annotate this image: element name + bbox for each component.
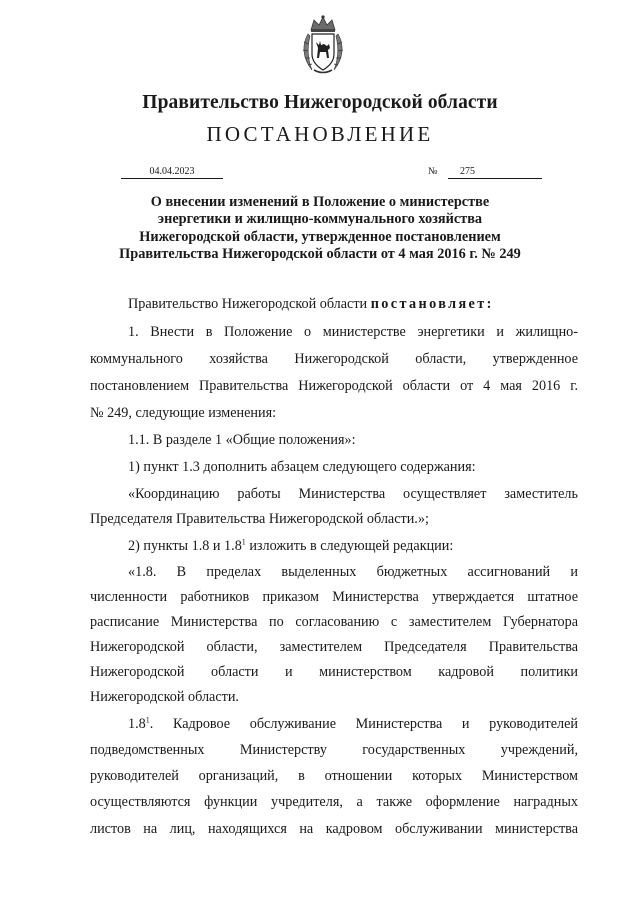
subitem-1: 1) пункт 1.3 дополнить абзацем следующего содержания: (128, 459, 476, 475)
item1-line: 1. Внести в Положение о министерстве энергетики и жилищно- (128, 324, 578, 340)
subitem-2-text: изложить в следующей редакции: (245, 538, 454, 554)
quote1-line: «Координацию работы Министерства осуществляет заместитель (128, 486, 578, 502)
document-date: 04.04.2023 (121, 166, 223, 179)
p181-line: руководителей организаций, в отношении которых Министерством (90, 768, 578, 784)
p18-line: «1.8. В пределах выделенных бюджетных ассигнований и (128, 564, 578, 580)
quote1-line: Председателя Правительства Нижегородской области.»; (90, 511, 429, 527)
subject-line: О внесении изменений в Положение о министерстве (150, 194, 490, 210)
p18-line: Нижегородской области, заместителем Председателя Правительства (90, 639, 578, 655)
subject-line: Нижегородской области, утвержденное постановлением (139, 228, 501, 245)
subitem-2 (90, 537, 578, 556)
p18-line: Нижегородской области. (90, 689, 239, 705)
p181-number: 1.8 (128, 716, 146, 732)
document-number (428, 166, 542, 179)
subitem-2-text: 2) пункты 1.8 и 1.8 (128, 538, 242, 554)
p181-line: подведомственных Министерству государственных учреждений, (90, 742, 578, 758)
item1-line: № 249, следующие изменения: (90, 405, 277, 421)
p181-line: листов на лиц, находящихся на кадровом обслуживании министерства (90, 821, 578, 837)
p181-first-line (90, 715, 578, 734)
number-value: 275 (448, 166, 542, 179)
p18-line: расписание Министерства по согласованию с заместителем Губернатора (90, 614, 578, 630)
item-1-1: 1.1. В разделе 1 «Общие положения»: (128, 432, 356, 448)
p181-text: . Кадровое обслуживание Министерства и руководителей (149, 716, 578, 732)
subject-line: Правительства Нижегородской области от 4 мая 2016 г. № 249 (119, 245, 521, 262)
government-name: Правительство Нижегородской области (142, 92, 498, 113)
document-subject (100, 194, 540, 263)
item1-line: коммунального хозяйства Нижегородской области, утвержденное (90, 351, 578, 367)
number-sign: № (428, 166, 438, 177)
preamble-text: Правительство Нижегородской области (128, 296, 371, 312)
p18-line: Нижегородской области и министерством кадровой политики (90, 664, 578, 680)
preamble-verb: постановляет: (370, 296, 494, 312)
preamble (90, 295, 578, 314)
superscript: 1 (145, 715, 150, 725)
document-type: ПОСТАНОВЛЕНИЕ (206, 122, 434, 146)
p18-line: численности работников приказом Министерства утверждается штатное (90, 589, 578, 605)
superscript: 1 (241, 537, 246, 547)
p181-line: осуществляются функции учредителя, а также оформление наградных (90, 794, 578, 810)
subject-line: энергетики и жилищно-коммунального хозяйства (157, 211, 483, 228)
item1-line: постановлением Правительства Нижегородской области от 4 мая 2016 г. (90, 378, 578, 394)
coat-of-arms-icon (300, 14, 346, 76)
